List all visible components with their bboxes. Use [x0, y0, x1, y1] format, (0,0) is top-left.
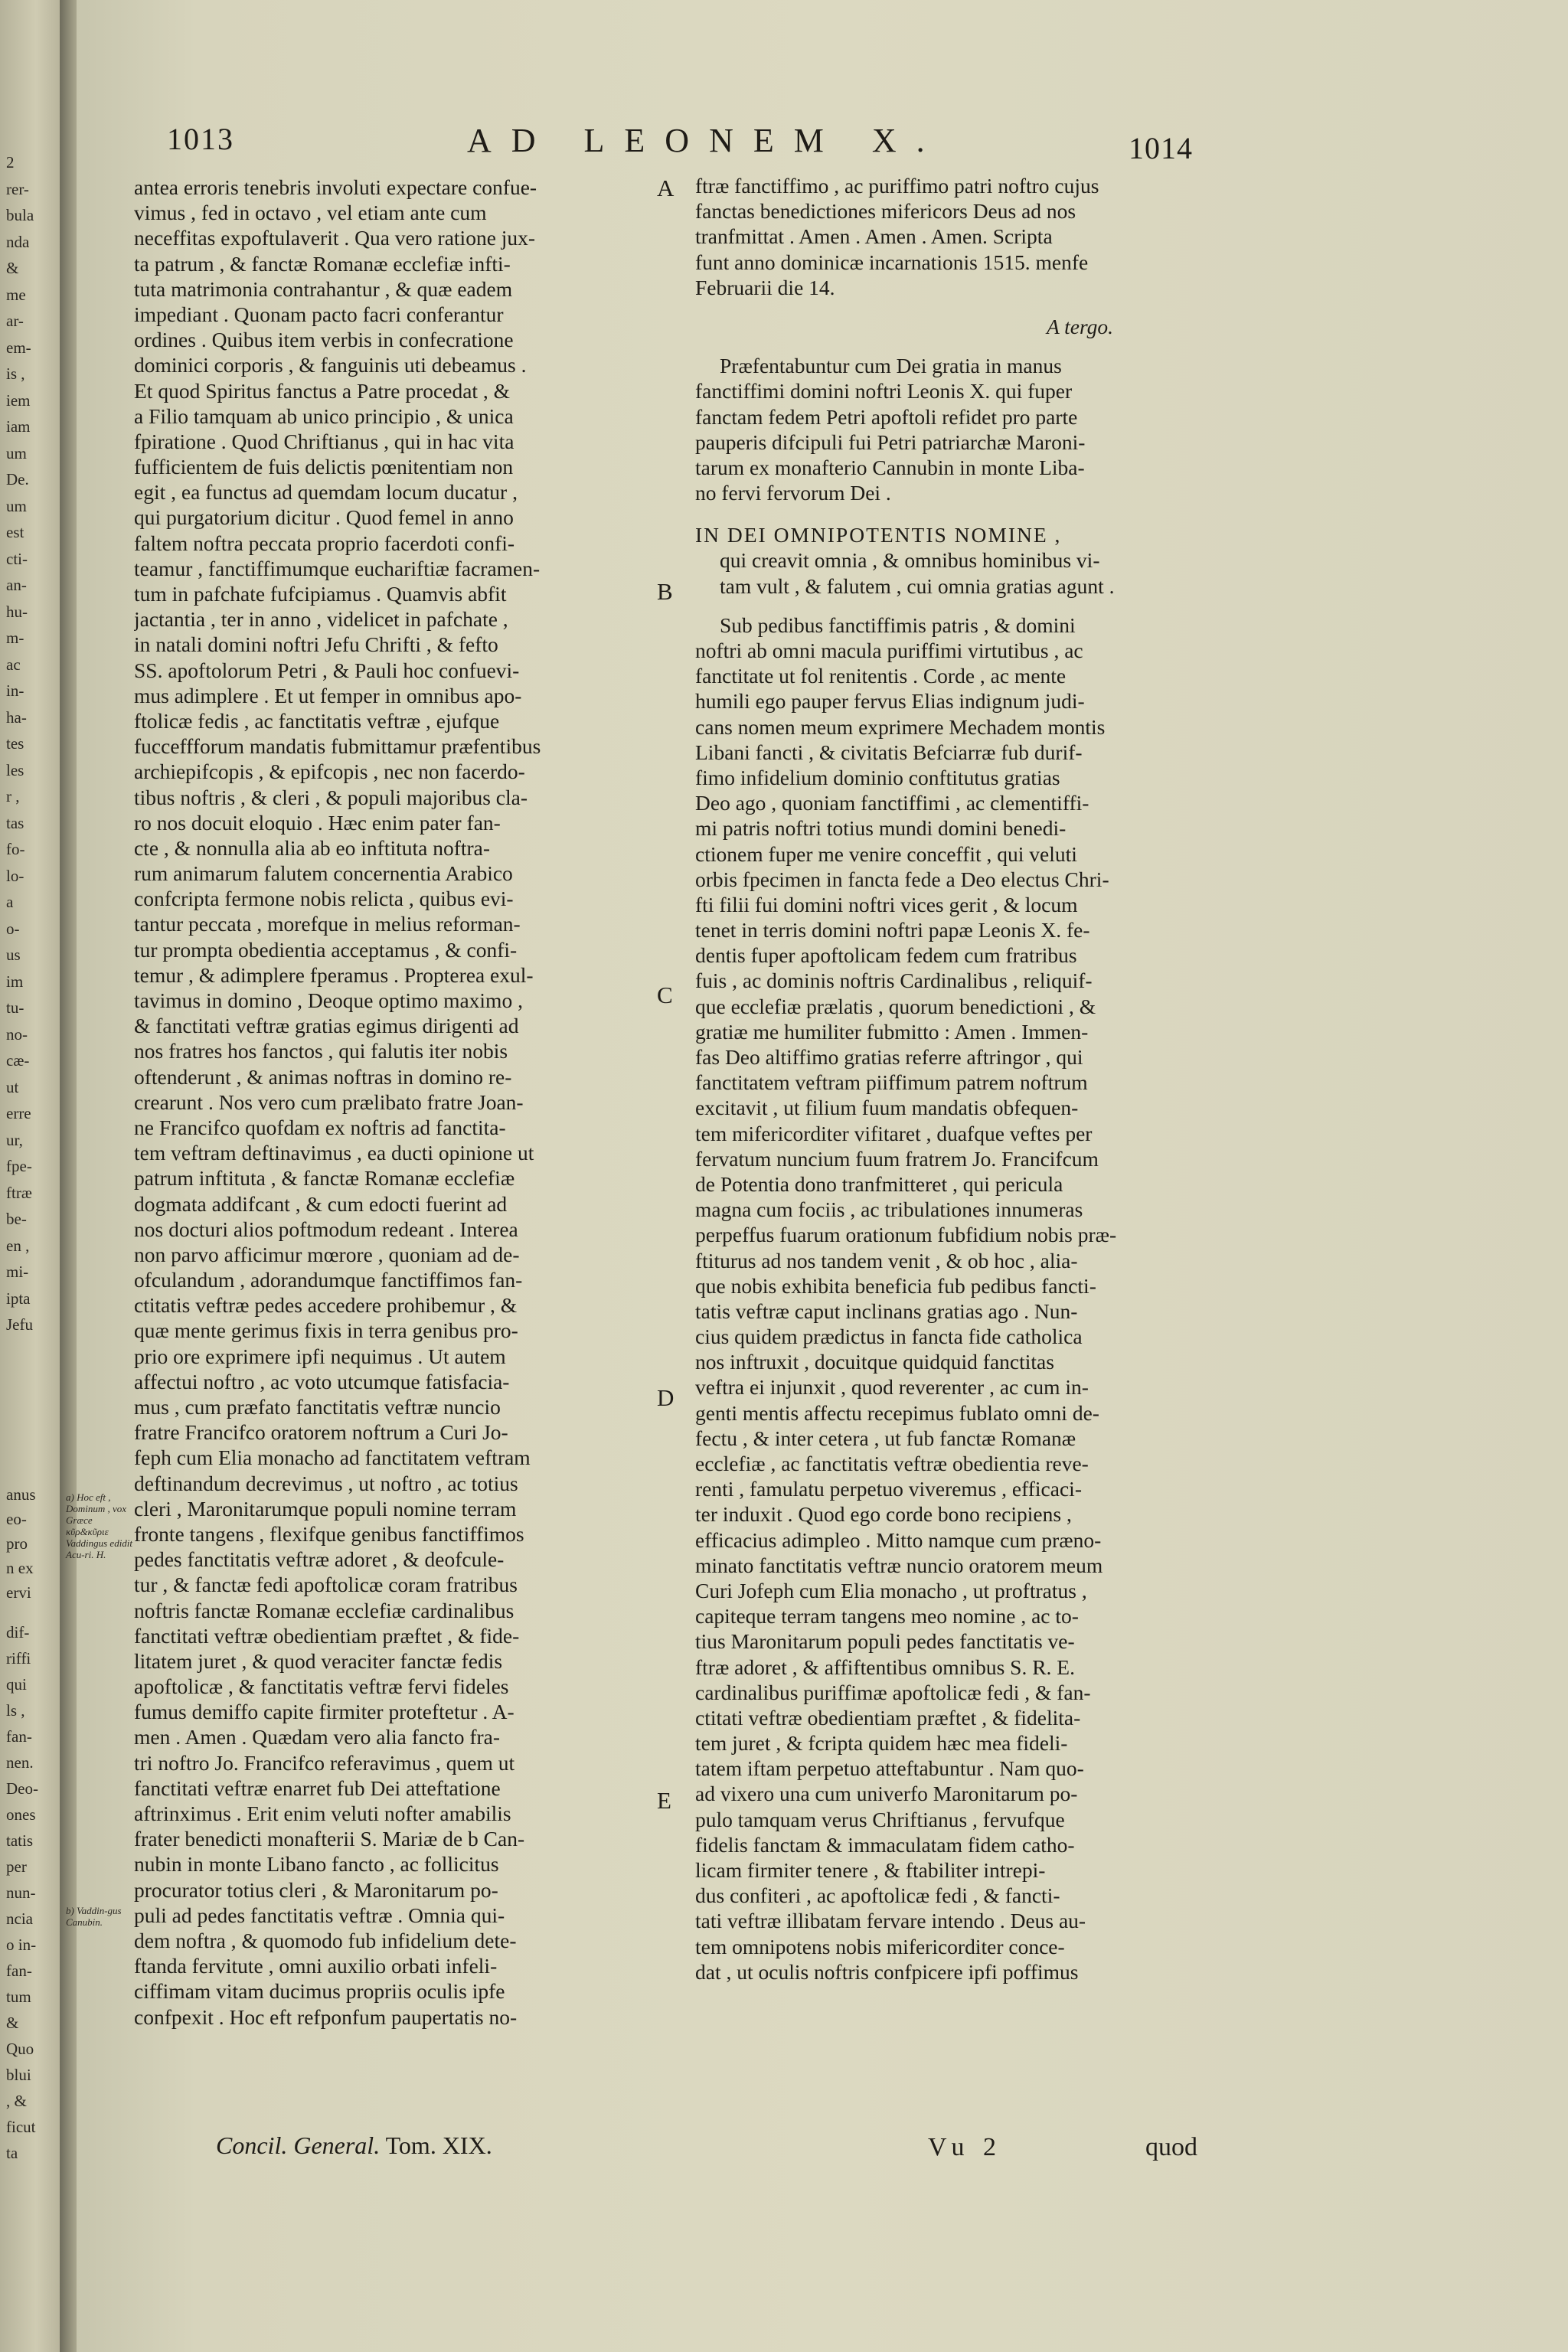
- text-line: deftinandum decrevimus , ut noftro , ac totius: [134, 1471, 518, 1495]
- text-line: ofculandum , adorandumque fanctiffimos fan-: [134, 1268, 523, 1292]
- text-line: no fervi fervorum Dei .: [695, 481, 891, 505]
- text-line: nos docturi alios poftmodum redeant . Interea: [134, 1217, 518, 1241]
- facing-page-fragment: im: [6, 972, 24, 991]
- facing-page-edge: [0, 0, 60, 2352]
- text-line: tem mifericorditer vifitaret , duafque veftes per: [695, 1121, 1093, 1145]
- facing-page-fragment: , &: [6, 2092, 27, 2110]
- facing-page-fragment: De.: [6, 470, 29, 488]
- text-line: ter induxit . Quod ego corde bono recipiens ,: [695, 1502, 1072, 1527]
- text-line: apoftolicæ , & fanctitatis veftræ fervi fideles: [134, 1674, 509, 1699]
- text-line: fanctitati veftræ enarret fub Dei atteftatione: [134, 1775, 501, 1800]
- text-line: fucceffforum mandatis fubmittamur præfentibus: [134, 734, 541, 759]
- text-line: noftris fanctæ Romanæ ecclefiæ cardinalibus: [134, 1598, 514, 1622]
- text-line: dominici corporis , & fanguinis uti debeamus .: [134, 353, 527, 377]
- text-line: tenet in terris domini noftri papæ Leonis X. fe-: [695, 918, 1090, 942]
- text-line: Præfentabuntur cum Dei gratia in manus: [720, 354, 1062, 378]
- text-line: neceffitas expoftulaverit . Qua vero ratione jux-: [134, 226, 536, 250]
- facing-page-fragment: nda: [6, 232, 30, 251]
- facing-page-fragment: iam: [6, 417, 31, 436]
- text-line: renti , famulatu perpetuo viveremus , efficaci-: [695, 1477, 1082, 1501]
- facing-page-fragment: mi-: [6, 1263, 29, 1281]
- text-line: cans nomen meum exprimere Mechadem montis: [695, 714, 1106, 739]
- text-line: fanctitati veftræ obedientiam præftet , & fide-: [134, 1623, 520, 1648]
- text-line: IN DEI OMNIPOTENTIS NOMINE ,: [695, 523, 1062, 547]
- text-line: fanctam fedem Petri apoftoli refidet pro parte: [695, 404, 1078, 429]
- facing-page-fragment: ac: [6, 655, 21, 674]
- text-line: frater benedicti monafterii S. Mariæ de b Can-: [134, 1827, 525, 1851]
- margin-note-b: b) Vaddin-gus Canubin.: [66, 1905, 122, 1928]
- text-line: prio ore exprimere ipfi nequimus . Ut autem: [134, 1344, 506, 1368]
- facing-page-fragment: um: [6, 496, 27, 515]
- text-line: fratre Francifco oratorem noftrum a Curi Jo-: [134, 1420, 508, 1445]
- text-line: magna cum fociis , ac tribulationes innumeras: [695, 1197, 1083, 1222]
- facing-page-fragment: a: [6, 893, 14, 911]
- text-line: tem juret , & fcripta quidem hæc mea fideli-: [695, 1731, 1068, 1756]
- facing-page-fragment: nun-: [6, 1883, 36, 1902]
- text-line: confcripta fermone nobis relicta , quibus evi-: [134, 887, 514, 911]
- text-line: fervatum nuncium fuum fratrem Jo. Francifcum: [695, 1146, 1099, 1171]
- text-line: mi patris noftri totius mundi domini benedi-: [695, 816, 1067, 841]
- facing-page-fragment: riffi: [6, 1649, 31, 1668]
- text-line: fimo infidelium dominio conftitutus gratias: [695, 765, 1060, 789]
- catchword: quod: [1145, 2133, 1197, 2161]
- text-line: que nobis exhibita beneficia fub pedibus fancti-: [695, 1273, 1096, 1298]
- facing-page-fragment: tu-: [6, 998, 24, 1017]
- text-line: ne Francifco quofdam ex noftris ad fanctita-: [134, 1115, 506, 1139]
- text-line: dus confiteri , ac apoftolicæ fedi , & fancti-: [695, 1883, 1060, 1908]
- text-line: impediant . Quonam pacto facri conferantur: [134, 302, 504, 326]
- spacer: [695, 339, 1273, 353]
- text-line: dentis fuper apoftolicam fedem cum fratribus: [695, 943, 1077, 968]
- text-line: mus adimplere . Et ut femper in omnibus apo-: [134, 683, 522, 707]
- facing-page-fragment: ur,: [6, 1130, 23, 1149]
- left-column: [134, 175, 684, 2030]
- facing-page-fragment: rer-: [6, 179, 29, 198]
- text-line: fti filii fui domini noftri vices gerit , & locum: [695, 892, 1078, 916]
- section-letter: D: [657, 1384, 675, 1411]
- text-line: fufficientem de fuis delictis pœnitentiam non: [134, 455, 514, 479]
- section-letter: B: [657, 578, 673, 605]
- text-line: tius Maronitarum populi pedes fanctitatis ve-: [695, 1629, 1075, 1654]
- text-line: tam vult , & falutem , cui omnia gratias agunt .: [720, 573, 1115, 598]
- text-line: fas Deo altiffimo gratias referre aftringor , qui: [695, 1045, 1083, 1069]
- text-line: tri noftro Jo. Francifco referavimus , quem ut: [134, 1750, 515, 1775]
- text-line: genti mentis affectu recepimus fublato omni de-: [695, 1400, 1099, 1425]
- text-line: perpeffus fuarum orationum fubfidium nobis præ-: [695, 1223, 1117, 1247]
- facing-page-fragment: ha-: [6, 707, 27, 727]
- text-line: Curi Jofeph cum Elia monacho , ut proftratus ,: [695, 1578, 1087, 1602]
- text-line: ftanda fervitute , omni auxilio orbati infeli-: [134, 1954, 498, 1978]
- section-letter: E: [657, 1787, 671, 1814]
- text-line: nubin in monte Libano fancto , ac follicitus: [134, 1852, 499, 1877]
- section-letter: A: [657, 175, 675, 201]
- text-line: noftri ab omni macula puriffimi virtutibus , ac: [695, 639, 1083, 662]
- facing-page-fragment: nen.: [6, 1753, 34, 1772]
- facing-page-fragment: n ex: [6, 1559, 34, 1577]
- text-line: ordines . Quibus item verbis in confecratione: [134, 328, 514, 352]
- facing-page-fragment: no-: [6, 1024, 28, 1044]
- text-line: Et quod Spiritus fanctus a Patre procedat , &: [134, 378, 511, 403]
- margin-note-a: a) Hoc eft , Dominum , vox Græce κῦρ&κῦριε Vaddingus edidit Acu-ri. H.: [66, 1491, 133, 1560]
- text-line: fuis , ac dominis noftris Cardinalibus , reliquif-: [695, 969, 1093, 993]
- facing-page-fragment: 2: [6, 153, 15, 172]
- text-line: ftiturus ad nos tandem venit , & ob hoc , alia-: [695, 1248, 1078, 1272]
- text-line: Sub pedibus fanctiffimis patris , & domini: [720, 612, 1076, 637]
- text-line: rum animarum falutem concernentia Arabico: [134, 861, 513, 886]
- facing-page-fragment: r ,: [6, 787, 20, 805]
- facing-page-fragment: les: [6, 760, 24, 779]
- facing-page-fragment: ar-: [6, 312, 24, 330]
- text-line: temur , & adimplere fperamus . Propterea exul-: [134, 962, 534, 987]
- facing-page-fragment: fo-: [6, 840, 25, 858]
- text-line: cius quidem prædictus in fancta fide catholica: [695, 1325, 1083, 1349]
- facing-page-fragment: anus: [6, 1485, 36, 1504]
- text-line: in natali domini noftri Jefu Chrifti , & fefto: [134, 632, 498, 657]
- facing-page-fragment: um: [6, 443, 27, 462]
- text-line: tem veftram deftinavimus , ea ducti opinione ut: [134, 1141, 534, 1165]
- running-title: AD LEONEM X.: [467, 122, 945, 159]
- facing-page-fragment: be-: [6, 1210, 27, 1228]
- text-line: orbis fpecimen in fancta fede a Deo electus Chri-: [695, 867, 1109, 891]
- text-line: tatem iftam perpetuo atteftabuntur . Nam quo-: [695, 1756, 1084, 1781]
- facing-page-fragment: em-: [6, 338, 31, 357]
- text-line: humili ego pauper fervus Elias indignum judi-: [695, 689, 1085, 714]
- text-line: ciffimam vitam ducimus propriis oculis ipfe: [134, 1979, 505, 2004]
- facing-page-fragment: cæ-: [6, 1051, 30, 1070]
- facing-page-fragment: ut: [6, 1077, 19, 1096]
- facing-page-fragment: cti-: [6, 549, 28, 568]
- text-line: fumus demiffo capite firmiter proteftetur . A-: [134, 1700, 514, 1724]
- text-line: tantur peccata , morefque in melius reforman-: [134, 912, 521, 936]
- text-line: tarum ex monafterio Cannubin in monte Liba-: [695, 455, 1085, 479]
- text-line: ftræ fanctiffimo , ac puriffimo patri noftro cujus: [695, 174, 1099, 198]
- text-line: ctionem fuper me venire conceffit , qui veluti: [695, 841, 1077, 866]
- text-line: ecclefiæ , ac fanctitatis veftræ obedientia reve-: [695, 1452, 1089, 1475]
- facing-page-fragment: ls ,: [6, 1701, 25, 1720]
- text-line: non parvo afficimur mœrore , quoniam ad de-: [134, 1242, 520, 1266]
- facing-page-fragment: Jefu: [6, 1315, 33, 1334]
- text-line: tavimus in domino , Deoque optimo maximo ,: [134, 988, 523, 1012]
- text-line: fectu , & inter cetera , ut fub fanctæ Romanæ: [695, 1426, 1076, 1450]
- text-line: tur prompta obedientia acceptamus , & confi-: [134, 937, 518, 962]
- page-number-right: 1014: [1129, 131, 1193, 165]
- text-line: ctitatis veftræ pedes accedere prohibemur , &: [134, 1293, 518, 1318]
- text-line: qui purgatorium dicitur . Quod femel in anno: [134, 505, 514, 530]
- facing-page-fragment: hu-: [6, 602, 28, 621]
- spacer: [695, 599, 1273, 612]
- text-line: ftolicæ fedis , ac fanctitatis veftræ , ejufque: [134, 708, 500, 733]
- facing-page-fragment: ipta: [6, 1289, 31, 1308]
- facing-page-fragment: qui: [6, 1675, 27, 1694]
- text-line: de Potentia dono tranfmitteret , qui pericula: [695, 1171, 1063, 1196]
- text-line: fronte tangens , flexifque genibus fanctiffimos: [134, 1521, 524, 1546]
- facing-page-fragment: Quo: [6, 2040, 34, 2058]
- facing-page-fragment: us: [6, 946, 21, 964]
- page-number-left: 1013: [167, 122, 234, 156]
- facing-page-fragment: dif-: [6, 1623, 30, 1642]
- text-line: procurator totius cleri , & Maronitarum po-: [134, 1877, 498, 1902]
- facing-page-fragment: iem: [6, 390, 31, 410]
- text-line: ro nos docuit eloquio . Hæc enim pater fan-: [134, 810, 501, 835]
- facing-page-fragment: tas: [6, 813, 24, 832]
- facing-page-fragment: m-: [6, 629, 24, 647]
- text-line: dem noftra , & quomodo fub infidelium dete-: [134, 1928, 517, 1952]
- facing-page-fragment: fan-: [6, 1962, 32, 1980]
- text-line: quæ mente gerimus fixis in terra genibus pro-: [134, 1318, 518, 1343]
- text-line: ta patrum , & fanctæ Romanæ ecclefiæ infti-: [134, 251, 511, 276]
- text-line: licam firmiter tenere , & ftabiliter intrepi-: [695, 1858, 1046, 1882]
- section-letter: C: [657, 982, 673, 1008]
- text-line: patrum inftituta , & fanctæ Romanæ ecclefiæ: [134, 1166, 515, 1191]
- facing-page-fragment: ones: [6, 1805, 36, 1824]
- text-line: capiteque terram tangens meo nomine , ac to-: [695, 1604, 1079, 1628]
- text-line: mus , cum præfato fanctitatis veftræ nuncio: [134, 1395, 501, 1419]
- text-line: fanctas benedictiones mifericors Deus ad nos: [695, 199, 1076, 224]
- facing-page-fragment: lo-: [6, 866, 24, 885]
- text-line: funt anno dominicæ incarnationis 1515. menfe: [695, 250, 1089, 274]
- spacer: [695, 505, 1273, 522]
- text-line: nos fratres hos fanctos , qui falutis iter nobis: [134, 1039, 508, 1063]
- text-line: confpexit . Hoc eft refponfum paupertatis no-: [134, 2004, 518, 2029]
- right-column: [695, 173, 1273, 1984]
- text-line: vimus , fed in octavo , vel etiam ante cum: [134, 201, 487, 225]
- text-line: dat , ut oculis noftris confpicere ipfi poffimus: [695, 1959, 1079, 1984]
- facing-page-fragment: me: [6, 285, 26, 304]
- text-line: crearunt . Nos vero cum prælibato fratre Joan-: [134, 1089, 524, 1114]
- facing-page-fragment: o-: [6, 919, 20, 938]
- text-line: & fanctitati veftræ gratias egimus dirigenti ad: [134, 1014, 519, 1038]
- book-page: [66, 0, 1568, 2352]
- text-line: ad vixero una cum univerfo Maronitarum po-: [695, 1782, 1078, 1806]
- text-line: Libani fancti , & civitatis Befciarræ fub durif-: [695, 740, 1083, 764]
- facing-page-fragment: per: [6, 1857, 27, 1876]
- text-line: tem omnipotens nobis mifericorditer conce-: [695, 1934, 1065, 1958]
- text-line: Februarii die 14.: [695, 275, 835, 299]
- text-line: nos inftruxit , docuitque quidquid fanctitas: [695, 1350, 1054, 1374]
- text-line: efficacius adimpleo . Mitto namque cum præno-: [695, 1527, 1102, 1552]
- facing-page-fragment: ficut: [6, 2118, 36, 2136]
- text-line: pauperis difcipuli fui Petri patriarchæ Maroni-: [695, 430, 1086, 454]
- footer-source-title: Concil. General.: [216, 2132, 381, 2159]
- text-line: jactantia , ter in anno , videlicet in pafchate ,: [134, 607, 508, 632]
- facing-page-fragment: an-: [6, 576, 27, 594]
- text-line: cardinalibus puriffimæ apoftolicæ fedi , & fan-: [695, 1680, 1091, 1704]
- text-line: affectui noftro , ac voto utcumque fatisfacia-: [134, 1369, 510, 1393]
- text-line: puli ad pedes fanctitatis veftræ . Omnia qui-: [134, 1903, 505, 1927]
- facing-page-fragment: ta: [6, 2144, 18, 2162]
- text-line: que ecclefiæ prælatis , quorum benedictioni , &: [695, 994, 1096, 1018]
- text-line: men . Amen . Quædam vero alia fancto fra-: [134, 1725, 501, 1749]
- facing-page-fragment: blui: [6, 2066, 31, 2084]
- text-line: a Filio tamquam ab unico principio , & unica: [134, 403, 514, 428]
- text-line: cleri , Maronitarumque populi nomine terram: [134, 1496, 517, 1521]
- text-line: aftrinximus . Erit enim veluti nofter amabilis: [134, 1802, 511, 1825]
- text-line: ctitati veftræ obedientiam præftet , & fidelita-: [695, 1705, 1081, 1730]
- text-line: veftra ei injunxit , quod reverenter , ac cum in-: [695, 1375, 1089, 1400]
- footer-source: [216, 2132, 492, 2160]
- text-line: cte , & nonnulla alia ab eo inftituta noftra-: [134, 835, 491, 860]
- text-line: tati veftræ illibatam fervare intendo . Deus au-: [695, 1909, 1086, 1933]
- facing-page-fragment: erre: [6, 1104, 31, 1122]
- text-line: faltem noftra peccata proprio facerdoti confi-: [134, 531, 515, 555]
- text-line: egit , ea functus ad quemdam locum ducatur ,: [134, 480, 518, 505]
- footer-source-volume: Tom. XIX.: [380, 2132, 492, 2159]
- facing-page-fragment: &: [6, 2014, 19, 2032]
- facing-page-fragment: ftræ: [6, 1183, 32, 1202]
- text-line: ftræ adoret , & affiftentibus omnibus S. R. E.: [695, 1655, 1075, 1679]
- facing-page-fragment: tum: [6, 1988, 31, 2006]
- spacer: [695, 300, 1273, 314]
- text-line: litatem juret , & quod veraciter fanctæ fedis: [134, 1648, 503, 1673]
- text-line: teamur , fanctiffimumque euchariftiæ facramen-: [134, 556, 541, 580]
- text-line: fanctitatem veftram piiffimum patrem noftrum: [695, 1070, 1088, 1095]
- text-line: tatis veftræ caput inclinans gratias ago . Nun-: [695, 1298, 1078, 1323]
- facing-page-fragment: tes: [6, 734, 24, 753]
- text-line: excitavit , ut filium fuum mandatis obfequen-: [695, 1096, 1079, 1120]
- facing-page-fragment: &: [6, 259, 19, 277]
- text-line: fanctitate ut fol renitentis . Corde , ac mente: [695, 664, 1067, 688]
- facing-page-fragment: ncia: [6, 1909, 33, 1928]
- facing-page-fragment: Deo-: [6, 1779, 38, 1798]
- facing-page-fragment: o in-: [6, 1936, 37, 1954]
- text-line: pedes fanctitatis veftræ adoret , & deofcule-: [134, 1547, 505, 1572]
- text-line: tibus noftris , & cleri , & populi majoribus cla-: [134, 785, 528, 809]
- text-line: oftenderunt , & animas noftras in domino re-: [134, 1064, 512, 1089]
- text-line: tur , & fanctæ fedi apoftolicæ coram fratribus: [134, 1573, 518, 1597]
- a-tergo-heading: A tergo.: [1046, 314, 1114, 338]
- facing-page-fragment: is ,: [6, 364, 25, 383]
- facing-page-fragment: est: [6, 523, 24, 541]
- facing-page-fragment: in-: [6, 681, 24, 700]
- facing-page-fragment: eo-: [6, 1510, 27, 1528]
- signature-mark: Vu 2: [928, 2133, 1003, 2161]
- facing-page-fragment: fan-: [6, 1727, 32, 1746]
- book-gutter: [60, 0, 77, 2352]
- text-line: tuta matrimonia contrahantur , & quæ eadem: [134, 276, 513, 301]
- text-line: minato fanctitatis veftræ nuncio oratorem meum: [695, 1553, 1103, 1577]
- text-line: fidelis fanctam & immaculatam fidem catho-: [695, 1832, 1075, 1857]
- facing-page-fragment: fpe-: [6, 1157, 32, 1175]
- facing-page-fragment: en ,: [6, 1236, 30, 1255]
- text-line: gratiæ me humiliter fubmitto : Amen . Immen-: [695, 1019, 1089, 1044]
- facing-page-fragment: pro: [6, 1534, 28, 1553]
- text-line: qui creavit omnia , & omnibus hominibus vi-: [720, 548, 1100, 573]
- text-line: fpiratione . Quod Chriftianus , qui in hac vita: [134, 429, 514, 453]
- text-line: feph cum Elia monacho ad fanctitatem veftram: [134, 1446, 531, 1470]
- facing-page-fragment: bula: [6, 206, 34, 224]
- text-line: dogmata addifcant , & cum edocti fuerint ad: [134, 1191, 508, 1216]
- text-line: tranfmittat . Amen . Amen . Amen. Scripta: [695, 224, 1053, 249]
- facing-page-fragment: tatis: [6, 1831, 33, 1850]
- text-line: pulo tamquam verus Chriftianus , fervufque: [695, 1807, 1065, 1831]
- facing-page-fragment: ervi: [6, 1583, 31, 1602]
- text-line: antea erroris tenebris involuti expectare confue-: [134, 175, 537, 199]
- text-line: Deo ago , quoniam fanctiffimi , ac clementiffi-: [695, 791, 1089, 815]
- text-line: SS. apoftolorum Petri , & Pauli hoc confuevi-: [134, 658, 520, 682]
- text-line: archiepifcopis , & epifcopis , nec non facerdo-: [134, 760, 525, 784]
- text-line: fanctiffimi domini noftri Leonis X. qui fuper: [695, 379, 1073, 403]
- text-line: tum in pafchate fufcipiamus . Quamvis abfit: [134, 582, 507, 606]
